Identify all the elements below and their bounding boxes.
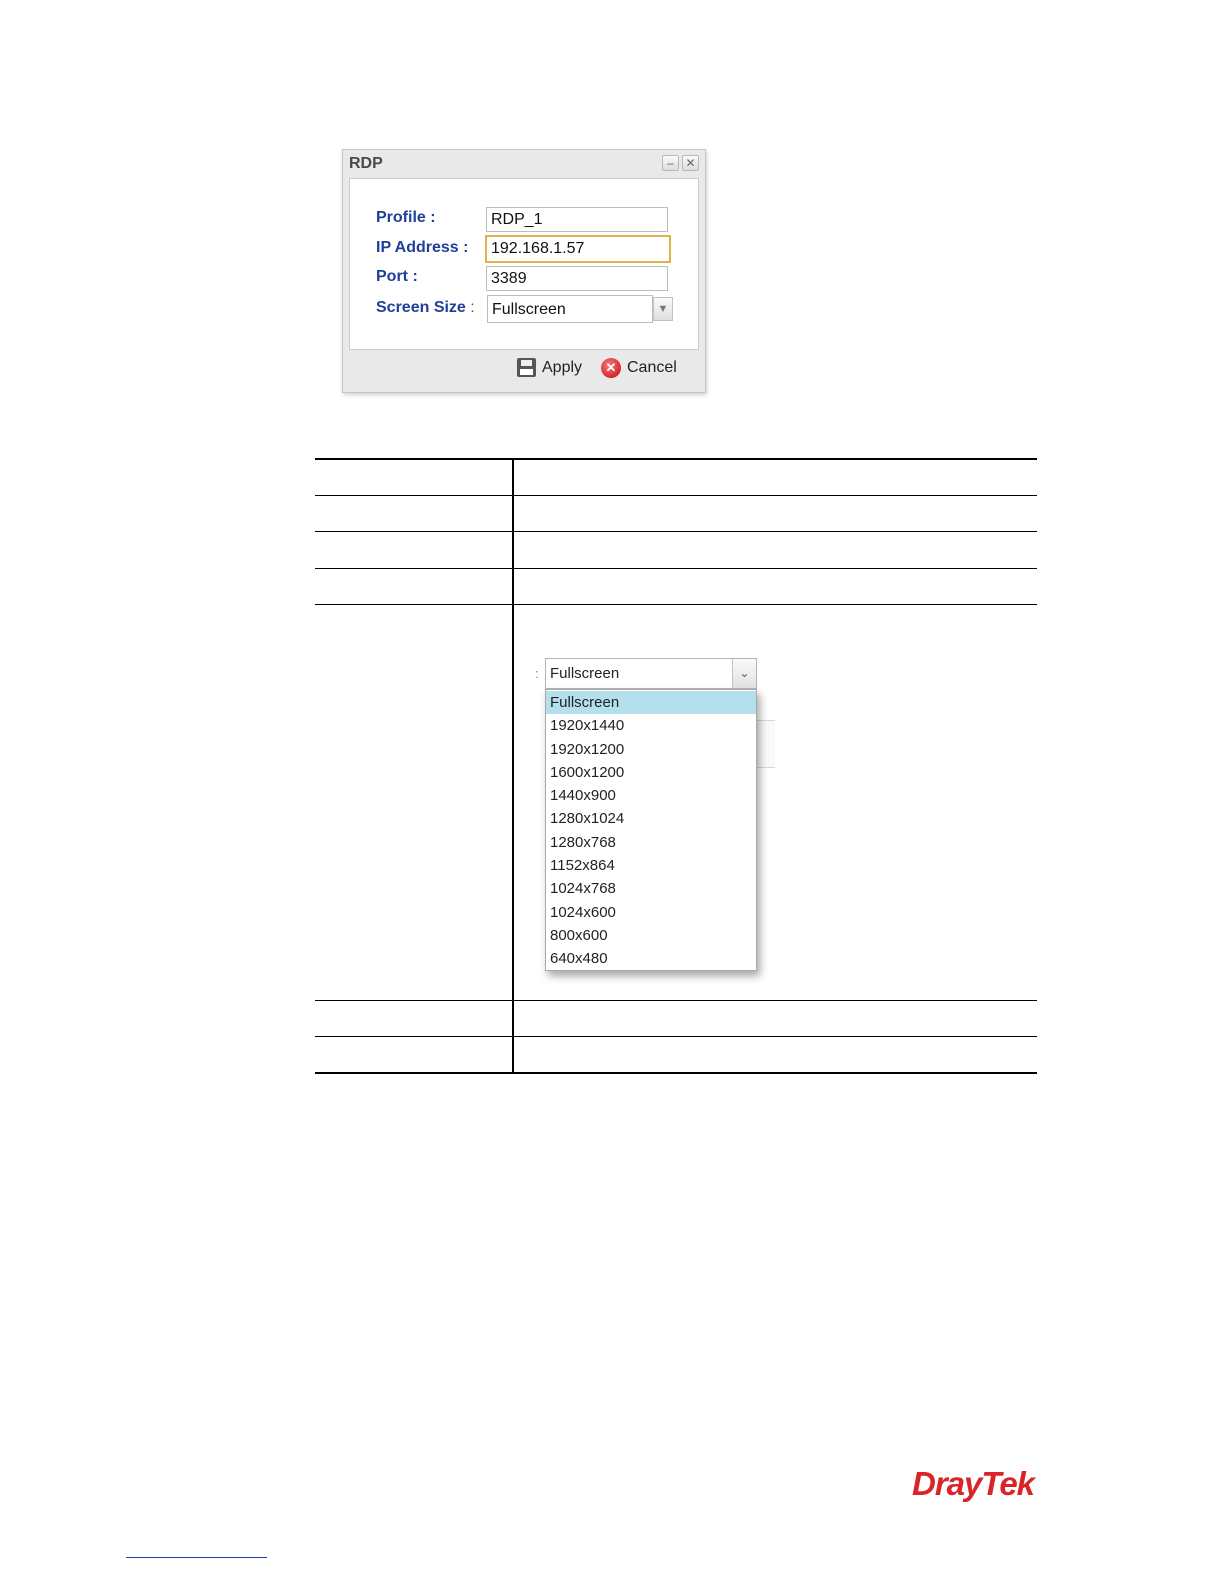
table-row-divider bbox=[315, 531, 1037, 532]
ip-address-field[interactable] bbox=[485, 235, 671, 263]
dropdown-option[interactable]: 1024x768 bbox=[550, 880, 616, 898]
save-icon bbox=[517, 358, 536, 377]
dropdown-option[interactable]: 1280x1024 bbox=[550, 810, 625, 828]
draytek-logo: DrayTek bbox=[912, 1465, 1035, 1502]
cancel-icon: ✕ bbox=[601, 358, 621, 378]
chevron-down-icon[interactable]: ▼ bbox=[653, 297, 673, 321]
dialog-title: RDP bbox=[349, 155, 383, 172]
cancel-button[interactable] bbox=[601, 358, 677, 378]
chevron-down-icon[interactable]: ⌄ bbox=[732, 659, 756, 688]
screen-size-select[interactable] bbox=[487, 295, 653, 323]
cancel-label: Cancel bbox=[627, 359, 677, 376]
table-row-divider bbox=[315, 1036, 1037, 1037]
dropdown-option[interactable]: 1440x900 bbox=[550, 787, 616, 805]
close-icon[interactable]: ✕ bbox=[682, 155, 699, 171]
footer-rule bbox=[126, 1557, 267, 1558]
port-field[interactable] bbox=[486, 266, 668, 291]
table-row-divider bbox=[315, 495, 1037, 496]
port-label: Port : bbox=[376, 268, 418, 285]
dropdown-option[interactable]: 1024x600 bbox=[550, 903, 616, 921]
screen-size-dropdown-figure bbox=[531, 654, 781, 984]
table-column-divider bbox=[512, 458, 514, 1073]
minimize-icon[interactable]: – bbox=[662, 155, 679, 171]
screen-size-value: Fullscreen bbox=[492, 301, 566, 318]
dropdown-option[interactable]: 1920x1200 bbox=[550, 740, 625, 758]
profile-field[interactable] bbox=[486, 207, 668, 232]
dropdown-option[interactable]: 640x480 bbox=[550, 950, 608, 968]
dialog-body bbox=[349, 178, 699, 350]
dropdown-option-list bbox=[545, 689, 757, 971]
dropdown-option[interactable]: 1280x768 bbox=[550, 833, 616, 851]
table-row-divider bbox=[315, 568, 1037, 569]
screen-size-label bbox=[376, 299, 475, 317]
rdp-dialog bbox=[342, 149, 706, 393]
dropdown-option[interactable]: 800x600 bbox=[550, 926, 608, 944]
dropdown-option[interactable]: 1600x1200 bbox=[550, 763, 625, 781]
table-top-rule bbox=[315, 458, 1037, 460]
table-bottom-rule bbox=[315, 1072, 1037, 1074]
dropdown-select[interactable] bbox=[545, 658, 757, 689]
screen-size-colon: : bbox=[470, 299, 475, 316]
dropdown-colon: : bbox=[535, 666, 539, 681]
dropdown-background-panel bbox=[755, 720, 775, 768]
apply-label: Apply bbox=[542, 358, 583, 376]
apply-button[interactable] bbox=[517, 358, 582, 377]
dropdown-option[interactable]: 1920x1440 bbox=[550, 717, 625, 735]
dropdown-option[interactable]: 1152x864 bbox=[550, 857, 615, 875]
dropdown-selected-value: Fullscreen bbox=[550, 665, 620, 682]
profile-label: Profile : bbox=[376, 209, 436, 226]
table-row-divider bbox=[315, 1000, 1037, 1001]
ip-address-label: IP Address : bbox=[376, 239, 469, 256]
dialog-footer bbox=[349, 350, 699, 386]
table-row-divider bbox=[315, 604, 1037, 605]
dropdown-option[interactable]: Fullscreen bbox=[546, 691, 756, 714]
screen-size-label-text: Screen Size bbox=[376, 299, 466, 316]
